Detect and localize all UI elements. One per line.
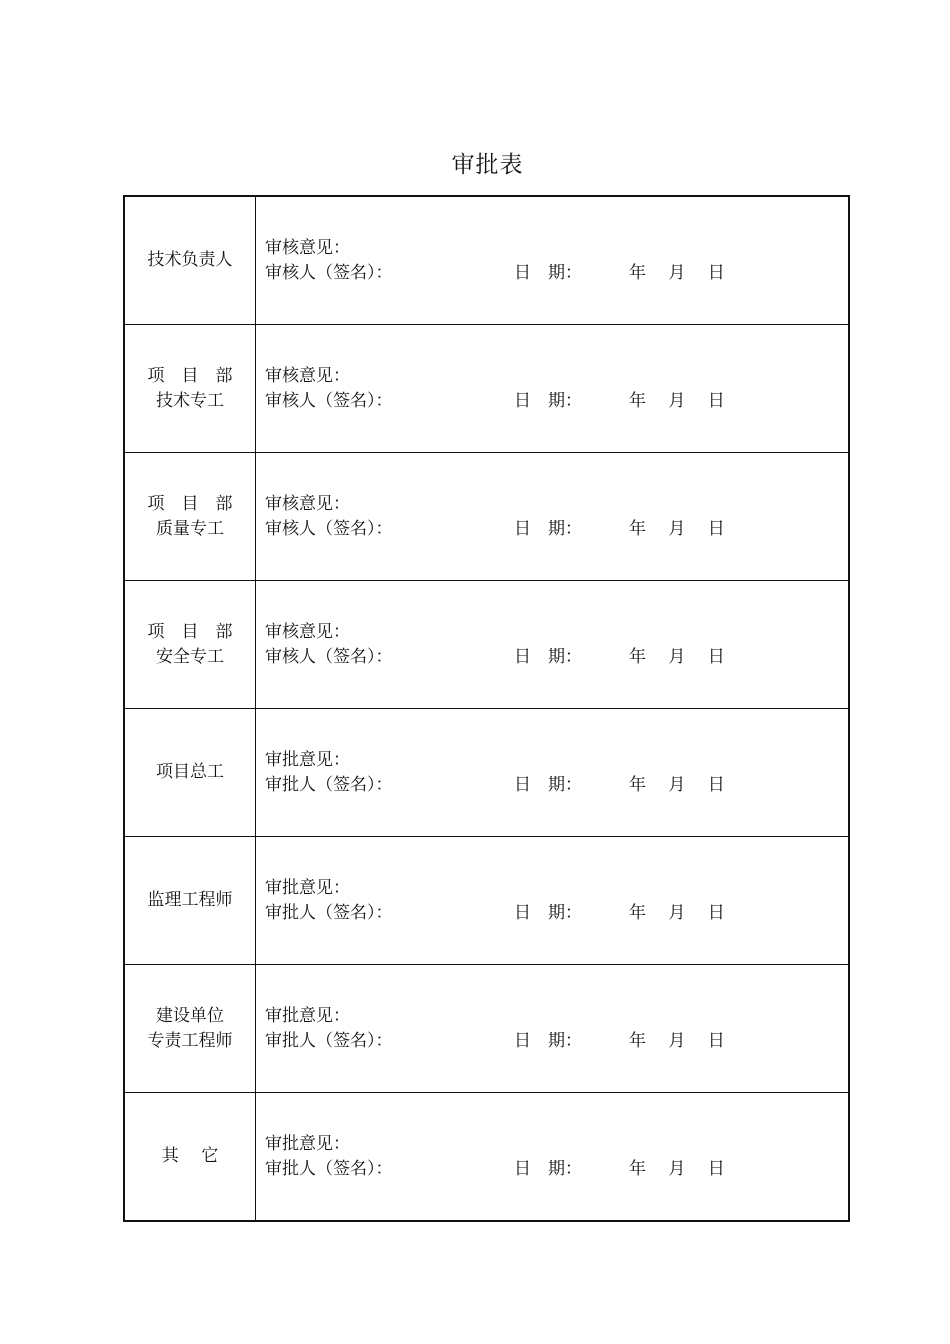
table-row [124, 1093, 849, 1222]
table-row [124, 453, 849, 581]
signature-line [265, 645, 848, 670]
role-cell [124, 837, 256, 965]
opinion-label: 审核意见： [265, 365, 350, 386]
table-row [124, 325, 849, 453]
approval-content-cell[interactable] [256, 325, 850, 453]
signature-line [265, 1157, 848, 1182]
signature-line [265, 389, 848, 414]
role-label: 专责工程师 [147, 1030, 233, 1051]
date-label: 日 期： [514, 1030, 582, 1051]
signer-label: 审批人（签名）： [265, 774, 393, 795]
opinion-label: 审批意见： [265, 1133, 350, 1154]
signature-line [265, 773, 848, 798]
table-row [124, 837, 849, 965]
signer-label: 审核人（签名）： [265, 646, 393, 667]
year-month-day-label: 年 月 日 [629, 518, 725, 539]
opinion-label: 审批意见： [265, 749, 350, 770]
signer-label: 审批人（签名）： [265, 1030, 393, 1051]
year-month-day-label: 年 月 日 [629, 774, 725, 795]
table-row [124, 581, 849, 709]
year-month-day-label: 年 月 日 [629, 262, 725, 283]
opinion-label: 审核意见： [265, 621, 350, 642]
signature-line [265, 261, 848, 286]
role-label: 项 目 部 [147, 493, 233, 514]
approval-content-cell[interactable] [256, 709, 850, 837]
role-label: 建设单位 [156, 1005, 224, 1026]
signer-label: 审批人（签名）： [265, 902, 393, 923]
role-label: 安全专工 [156, 646, 224, 667]
date-label: 日 期： [514, 646, 582, 667]
opinion-label: 审核意见： [265, 237, 350, 258]
year-month-day-label: 年 月 日 [629, 646, 725, 667]
table-row [124, 965, 849, 1093]
approval-content-cell[interactable] [256, 1093, 850, 1222]
role-label: 技术专工 [156, 390, 224, 411]
signature-line [265, 901, 848, 926]
approval-content-cell[interactable] [256, 453, 850, 581]
table-row [124, 196, 849, 325]
role-label: 其 它 [161, 1146, 219, 1166]
role-cell [124, 453, 256, 581]
date-label: 日 期： [514, 390, 582, 411]
signature-line [265, 517, 848, 542]
role-cell [124, 1093, 256, 1222]
signer-label: 审核人（签名）： [265, 262, 393, 283]
year-month-day-label: 年 月 日 [629, 902, 725, 923]
approval-content-cell[interactable] [256, 965, 850, 1093]
document-title: 审批表 [451, 152, 524, 178]
signer-label: 审批人（签名）： [265, 1158, 393, 1179]
role-cell [124, 965, 256, 1093]
role-label: 技术负责人 [147, 250, 233, 270]
approval-content-cell[interactable] [256, 581, 850, 709]
opinion-label: 审批意见： [265, 877, 350, 898]
year-month-day-label: 年 月 日 [629, 1158, 725, 1179]
date-label: 日 期： [514, 902, 582, 923]
role-label: 质量专工 [156, 518, 224, 539]
role-cell [124, 709, 256, 837]
approval-content-cell[interactable] [256, 196, 850, 325]
opinion-label: 审批意见： [265, 1005, 350, 1026]
role-cell [124, 581, 256, 709]
role-cell [124, 196, 256, 325]
table-row [124, 709, 849, 837]
date-label: 日 期： [514, 774, 582, 795]
role-label: 项 目 部 [147, 365, 233, 386]
role-cell [124, 325, 256, 453]
role-label: 项目总工 [156, 762, 224, 782]
approval-table [123, 195, 850, 1222]
opinion-label: 审核意见： [265, 493, 350, 514]
date-label: 日 期： [514, 1158, 582, 1179]
role-label: 监理工程师 [147, 890, 233, 910]
year-month-day-label: 年 月 日 [629, 390, 725, 411]
role-label: 项 目 部 [147, 621, 233, 642]
date-label: 日 期： [514, 518, 582, 539]
signer-label: 审核人（签名）： [265, 518, 393, 539]
signature-line [265, 1029, 848, 1054]
year-month-day-label: 年 月 日 [629, 1030, 725, 1051]
signer-label: 审核人（签名）： [265, 390, 393, 411]
approval-content-cell[interactable] [256, 837, 850, 965]
date-label: 日 期： [514, 262, 582, 283]
